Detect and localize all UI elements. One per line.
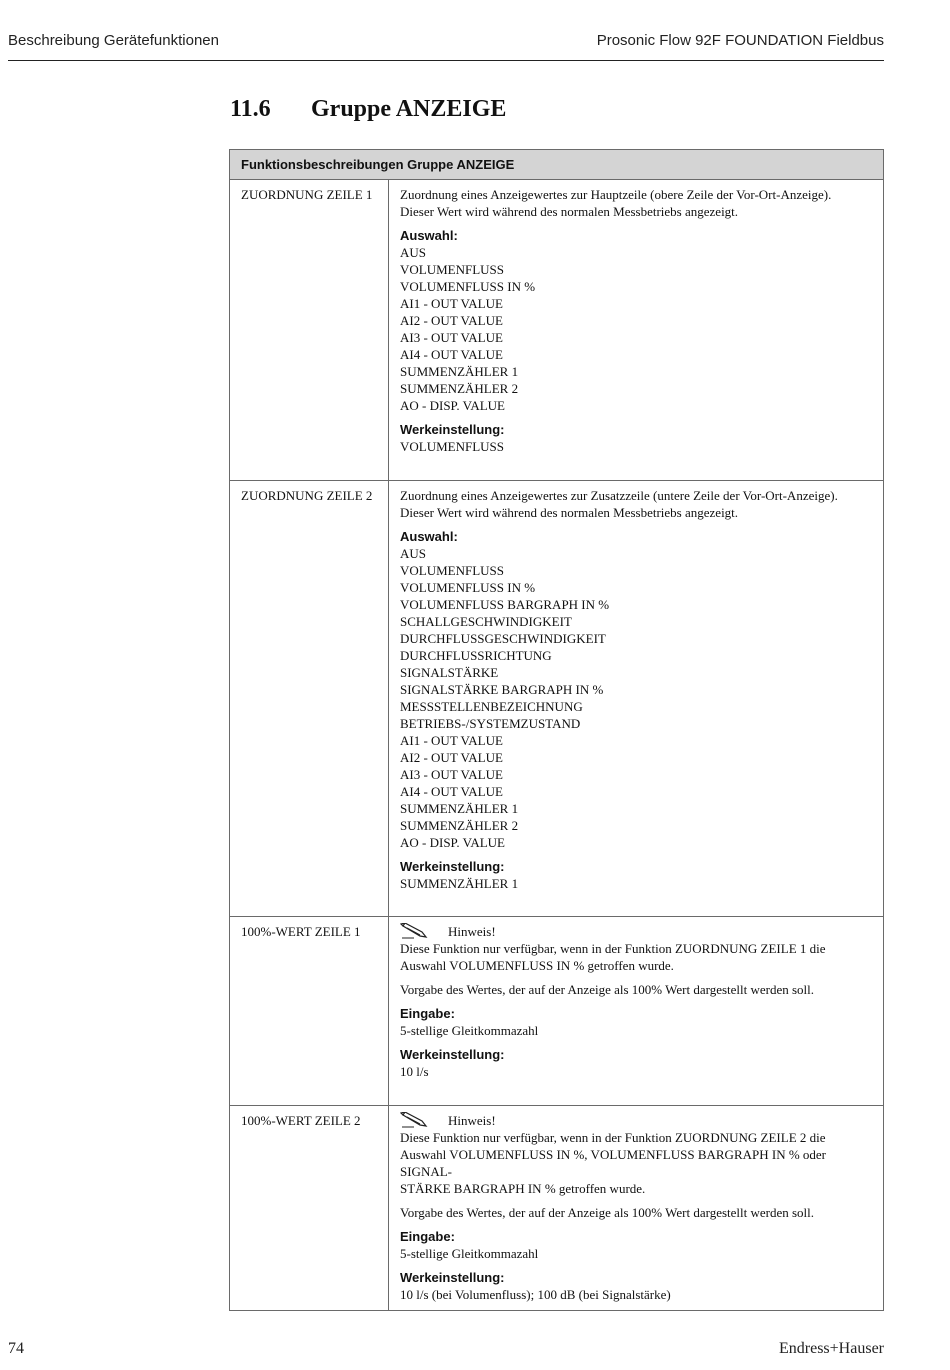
function-description xyxy=(389,917,884,1106)
function-name: 100%-WERT ZEILE 1 xyxy=(230,917,389,1106)
note-line: STÄRKE BARGRAPH IN % getroffen wurde. xyxy=(400,1181,646,1196)
desc-line: Zuordnung eines Anzeigewertes zur Hauptzeile (obere Zeile der Vor-Ort-Anzeige). xyxy=(400,187,832,202)
choice-option: SCHALLGESCHWINDIGKEIT xyxy=(400,614,572,629)
choice-option: AO - DISP. VALUE xyxy=(400,835,505,850)
note-line: Diese Funktion nur verfügbar, wenn in der Funktion ZUORDNUNG ZEILE 1 die xyxy=(400,941,826,956)
choice-option: AI3 - OUT VALUE xyxy=(400,330,503,345)
table-header-row xyxy=(230,150,884,180)
table-row xyxy=(230,180,884,481)
default-value: VOLUMENFLUSS xyxy=(400,439,505,454)
desc-line: Vorgabe des Wertes, der auf der Anzeige als 100% Wert dargestellt werden soll. xyxy=(400,1205,815,1220)
choice-option: DURCHFLUSSGESCHWINDIGKEIT xyxy=(400,631,606,646)
note-title: Hinweis! xyxy=(448,1113,496,1128)
page-number: 74 xyxy=(8,1340,24,1357)
default-label: Werkeinstellung: xyxy=(400,859,505,874)
choice-option: SUMMENZÄHLER 1 xyxy=(400,801,519,816)
table-row xyxy=(230,1106,884,1311)
function-description xyxy=(389,1106,884,1311)
default-value: 10 l/s (bei Volumenfluss); 100 dB (bei Signalstärke) xyxy=(400,1287,671,1302)
default-value: 10 l/s xyxy=(400,1064,429,1079)
table-row xyxy=(230,481,884,917)
default-value: SUMMENZÄHLER 1 xyxy=(400,876,519,891)
choice-option: AI3 - OUT VALUE xyxy=(400,767,503,782)
default-label: Werkeinstellung: xyxy=(400,1047,505,1062)
desc-line: Dieser Wert wird während des normalen Messbetriebs angezeigt. xyxy=(400,505,739,520)
choice-option: AI1 - OUT VALUE xyxy=(400,733,503,748)
choice-label: Auswahl: xyxy=(400,529,458,544)
section-title xyxy=(230,96,506,123)
note-line: Diese Funktion nur verfügbar, wenn in der Funktion ZUORDNUNG ZEILE 2 die xyxy=(400,1130,826,1145)
choice-option: VOLUMENFLUSS IN % xyxy=(400,580,536,595)
choice-option: VOLUMENFLUSS IN % xyxy=(400,279,536,294)
function-name: ZUORDNUNG ZEILE 1 xyxy=(230,180,389,481)
note-line: Auswahl VOLUMENFLUSS IN % getroffen wurde. xyxy=(400,958,674,973)
choice-option: AI2 - OUT VALUE xyxy=(400,750,503,765)
choice-option: SUMMENZÄHLER 2 xyxy=(400,381,519,396)
desc-line: Vorgabe des Wertes, der auf der Anzeige als 100% Wert dargestellt werden soll. xyxy=(400,982,815,997)
choice-option: SIGNALSTÄRKE xyxy=(400,665,499,680)
function-name: ZUORDNUNG ZEILE 2 xyxy=(230,481,389,917)
choice-option: VOLUMENFLUSS xyxy=(400,563,505,578)
function-description xyxy=(389,180,884,481)
input-label: Eingabe: xyxy=(400,1006,455,1021)
choice-label: Auswahl: xyxy=(400,228,458,243)
function-name: 100%-WERT ZEILE 2 xyxy=(230,1106,389,1311)
choice-option: SUMMENZÄHLER 2 xyxy=(400,818,519,833)
choice-option: AI4 - OUT VALUE xyxy=(400,784,503,799)
choice-option: SUMMENZÄHLER 1 xyxy=(400,364,519,379)
default-label: Werkeinstellung: xyxy=(400,1270,505,1285)
input-value: 5-stellige Gleitkommazahl xyxy=(400,1246,539,1261)
header-rule xyxy=(8,60,884,61)
choice-option: VOLUMENFLUSS xyxy=(400,262,505,277)
choice-option: MESSSTELLENBEZEICHNUNG xyxy=(400,699,583,714)
choice-option: BETRIEBS-/SYSTEMZUSTAND xyxy=(400,716,581,731)
choice-option: DURCHFLUSSRICHTUNG xyxy=(400,648,552,663)
note-title: Hinweis! xyxy=(448,924,496,939)
pencil-icon xyxy=(400,1112,430,1129)
choice-option: AI4 - OUT VALUE xyxy=(400,347,503,362)
pencil-icon xyxy=(400,923,430,940)
choice-option: SIGNALSTÄRKE BARGRAPH IN % xyxy=(400,682,604,697)
function-table xyxy=(229,149,884,1311)
choice-option: VOLUMENFLUSS BARGRAPH IN % xyxy=(400,597,610,612)
input-label: Eingabe: xyxy=(400,1229,455,1244)
note-heading xyxy=(400,923,872,940)
choice-option: AUS xyxy=(400,245,427,260)
choice-option: AI2 - OUT VALUE xyxy=(400,313,503,328)
choice-option: AUS xyxy=(400,546,427,561)
default-label: Werkeinstellung: xyxy=(400,422,505,437)
section-title-text: Gruppe ANZEIGE xyxy=(311,96,507,122)
note-heading xyxy=(400,1112,872,1129)
running-header-right: Prosonic Flow 92F FOUNDATION Fieldbus xyxy=(596,32,884,49)
desc-line: Zuordnung eines Anzeigewertes zur Zusatzzeile (untere Zeile der Vor-Ort-Anzeige). xyxy=(400,488,838,503)
brand-name: Endress+Hauser xyxy=(779,1340,884,1357)
choice-option: AO - DISP. VALUE xyxy=(400,398,505,413)
running-header-left: Beschreibung Gerätefunktionen xyxy=(8,32,219,49)
input-value: 5-stellige Gleitkommazahl xyxy=(400,1023,539,1038)
table-row xyxy=(230,917,884,1106)
note-line: Auswahl VOLUMENFLUSS IN %, VOLUMENFLUSS BARGRAPH IN % oder SIGNAL- xyxy=(400,1147,827,1179)
table-header: Funktionsbeschreibungen Gruppe ANZEIGE xyxy=(230,150,884,180)
choice-option: AI1 - OUT VALUE xyxy=(400,296,503,311)
section-number: 11.6 xyxy=(230,96,271,122)
function-description xyxy=(389,481,884,917)
desc-line: Dieser Wert wird während des normalen Messbetriebs angezeigt. xyxy=(400,204,739,219)
